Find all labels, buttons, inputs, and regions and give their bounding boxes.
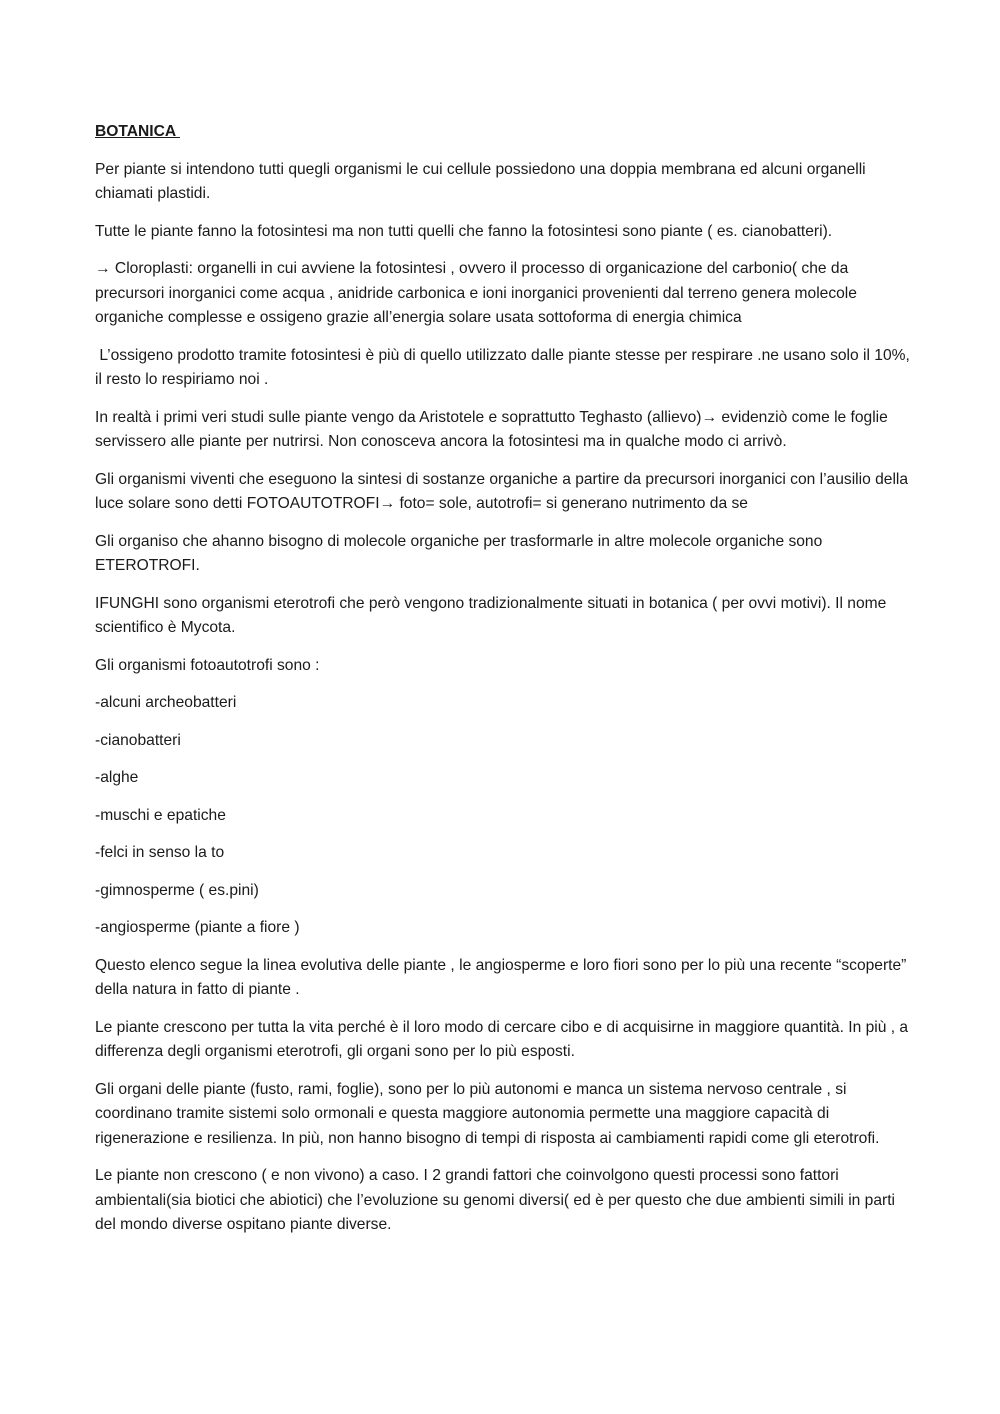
paragraph-funghi: IFUNGHI sono organismi eterotrofi che però vengono tradizionalmente situati in botanica ( per ovvi motivi). Il nome scientifico è Mycota. <box>95 594 887 636</box>
paragraph-eterotrofi: Gli organiso che ahanno bisogno di molecole organiche per trasformarle in altre molecole organiche sono ETEROTROFI. <box>95 532 823 574</box>
paragraph-crescita: Le piante crescono per tutta la vita perché è il loro modo di cercare cibo e di acquisirne in maggiore quantità. In più , a differenza degli organismi eterotrofi, gli organi sono per lo più esposti. <box>95 1018 909 1060</box>
paragraph-fotoautotrofi: Gli organismi viventi che eseguono la sintesi di sostanze organiche a partire da precursori inorganici con l’ausilio della luce solare sono detti FOTOAUTOTROFI→ foto= sole, autotrofi= si generano nutrimento da se <box>95 470 909 512</box>
paragraph-aristotele: In realtà i primi veri studi sulle piante vengo da Aristotele e soprattutto Teghasto (allievo)→ evidenziò come le foglie servissero alle piante per nutrirsi. Non conosceva ancora la fotosintesi ma in qualche modo ci arrivò. <box>95 408 888 450</box>
list-item: -gimnosperme ( es.pini) <box>95 881 259 899</box>
list-item: -cianobatteri <box>95 731 181 749</box>
paragraph-organi: Gli organi delle piante (fusto, rami, foglie), sono per lo più autonomi e manca un sistema nervoso centrale , si coordinano tramite sistemi solo ormonali e questa maggiore autonomia permette una maggiore capacità di rigenerazione e resilienza. In più, non hanno bisogno di tempi di risposta ai cambiamenti rapidi come gli eterotrofi. <box>95 1080 880 1147</box>
paragraph-ossigeno: L’ossigeno prodotto tramite fotosintesi è più di quello utilizzato dalle piante stesse per respirare .ne usano solo il 10%, il resto lo respiriamo noi . <box>95 346 915 388</box>
document-page <box>95 120 915 1251</box>
list-item: -felci in senso la to <box>95 844 225 861</box>
paragraph-fattori: Le piante non crescono ( e non vivono) a caso. I 2 grandi fattori che coinvolgono questi processi sono fattori ambientali(sia biotici che abiotici) che l’evoluzione su genomi diversi( ed è per questo che due ambienti simili in parti del mondo diverse ospitano piante diverse. <box>95 1167 896 1233</box>
document-title: BOTANICA <box>95 123 180 140</box>
paragraph-list-intro: Gli organismi fotoautotrofi sono : <box>95 656 320 674</box>
list-item: -alcuni archeobatteri <box>95 694 237 711</box>
paragraph-linea-evolutiva: Questo elenco segue la linea evolutiva delle piante , le angiosperme e loro fiori sono per lo più una recente “scoperte” della natura in fatto di piante . <box>95 956 907 998</box>
list-item: -angiosperme (piante a fiore ) <box>95 919 300 936</box>
list-item: -alghe <box>95 769 139 786</box>
list-item: -muschi e epatiche <box>95 806 226 824</box>
paragraph-cloroplasti: → Cloroplasti: organelli in cui avviene la fotosintesi , ovvero il processo di organicazione del carbonio( che da precursori inorganici come acqua , anidride carbonica e ioni inorganici provenienti dal terreno genera molecole organiche complesse e ossigeno grazie all’energia solare usata sottoforma di energia chimica <box>95 260 857 326</box>
paragraph-piante-definizione: Per piante si intendono tutti quegli organismi le cui cellule possiedono una doppia membrana ed alcuni organelli chiamati plastidi. <box>95 160 866 202</box>
paragraph-fotosintesi: Tutte le piante fanno la fotosintesi ma non tutti quelli che fanno la fotosintesi sono piante ( es. cianobatteri). <box>95 222 833 240</box>
